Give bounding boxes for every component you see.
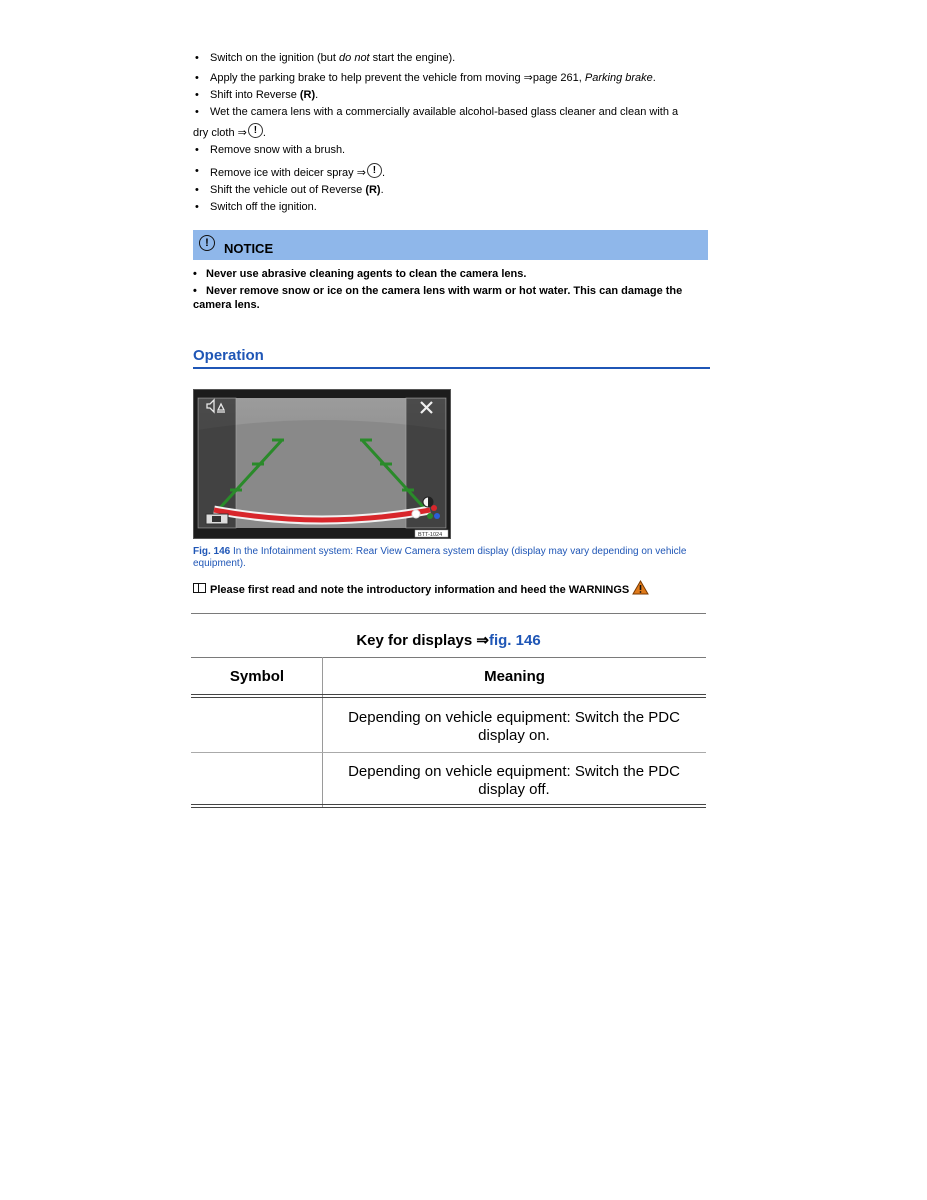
notice-item: • Never remove snow or ice on the camera lens with warm or hot water. This can damage the camera lens. xyxy=(193,285,683,311)
list-item: • Switch off the ignition. xyxy=(193,199,708,216)
row-divider xyxy=(191,752,706,753)
bullet: • xyxy=(195,89,199,101)
table-bottom-rule xyxy=(191,804,706,805)
camera-display-illustration xyxy=(194,390,450,538)
header-bottom-rule xyxy=(191,694,706,695)
bullet: • xyxy=(195,201,199,213)
pdc-toggle-icon[interactable] xyxy=(206,514,228,524)
header-top-rule xyxy=(191,657,706,658)
table-cell-meaning: Depending on vehicle equipment: Switch the PDC display on. xyxy=(348,709,680,744)
notice-reference-icon[interactable]: ! xyxy=(367,163,382,178)
list-item: • Remove snow with a brush. xyxy=(193,142,708,159)
table-cell-meaning: Depending on vehicle equipment: Switch the PDC display off. xyxy=(348,763,680,798)
bullet: • xyxy=(195,184,199,196)
list-item: • Remove ice with deicer spray ⇒ ! . xyxy=(195,165,386,179)
list-item: • Wet the camera lens with a commercially available alcohol-based glass cleaner and clean with a dry cloth ⇒ ! . xyxy=(193,106,679,139)
read-first-note: Please first read and note the introductory information and heed the WARNINGS xyxy=(193,580,713,596)
rear-view-camera-figure xyxy=(193,389,451,539)
exclamation-circle-icon: ! xyxy=(199,235,215,251)
notice-list xyxy=(193,267,708,315)
figure-link[interactable]: fig. 146 xyxy=(488,632,541,649)
list-item: • Shift into Reverse (R). xyxy=(193,87,708,104)
column-header-meaning: Meaning xyxy=(484,668,545,685)
figure-code: BTT-1024 xyxy=(418,532,443,538)
bullet: • xyxy=(195,144,199,156)
notice-reference-icon[interactable]: ! xyxy=(248,123,263,138)
warning-triangle-icon[interactable] xyxy=(632,580,649,595)
bullet: • xyxy=(195,165,199,177)
bullet: • xyxy=(195,72,199,84)
column-header-symbol: Symbol xyxy=(229,668,285,685)
table-top-rule xyxy=(191,613,706,614)
instruction-list xyxy=(193,50,708,216)
header-bottom-rule-2 xyxy=(191,697,706,698)
notice-title: NOTICE xyxy=(224,241,274,256)
list-item: • Switch on the ignition (but do not start the engine). xyxy=(193,50,708,70)
figure-caption: Fig. 146 In the Infotainment system: Rear View Camera system display (display may vary depending on vehicle equipment). xyxy=(193,546,687,569)
bullet: • xyxy=(195,52,199,64)
list-item: • Shift the vehicle out of Reverse (R). xyxy=(193,182,708,199)
bullet: • xyxy=(195,106,199,118)
table-bottom-rule-2 xyxy=(191,807,706,808)
key-table-title: Key for displays ⇒fig. 146 xyxy=(356,632,541,649)
column-divider xyxy=(322,657,323,807)
notice-banner xyxy=(193,230,708,260)
list-item: • Apply the parking brake to help prevent the vehicle from moving ⇒page 261, Parking brake. xyxy=(193,70,708,87)
section-heading: Operation xyxy=(193,347,710,369)
book-icon xyxy=(193,583,206,593)
notice-item: • Never use abrasive cleaning agents to clean the camera lens. xyxy=(193,268,527,280)
